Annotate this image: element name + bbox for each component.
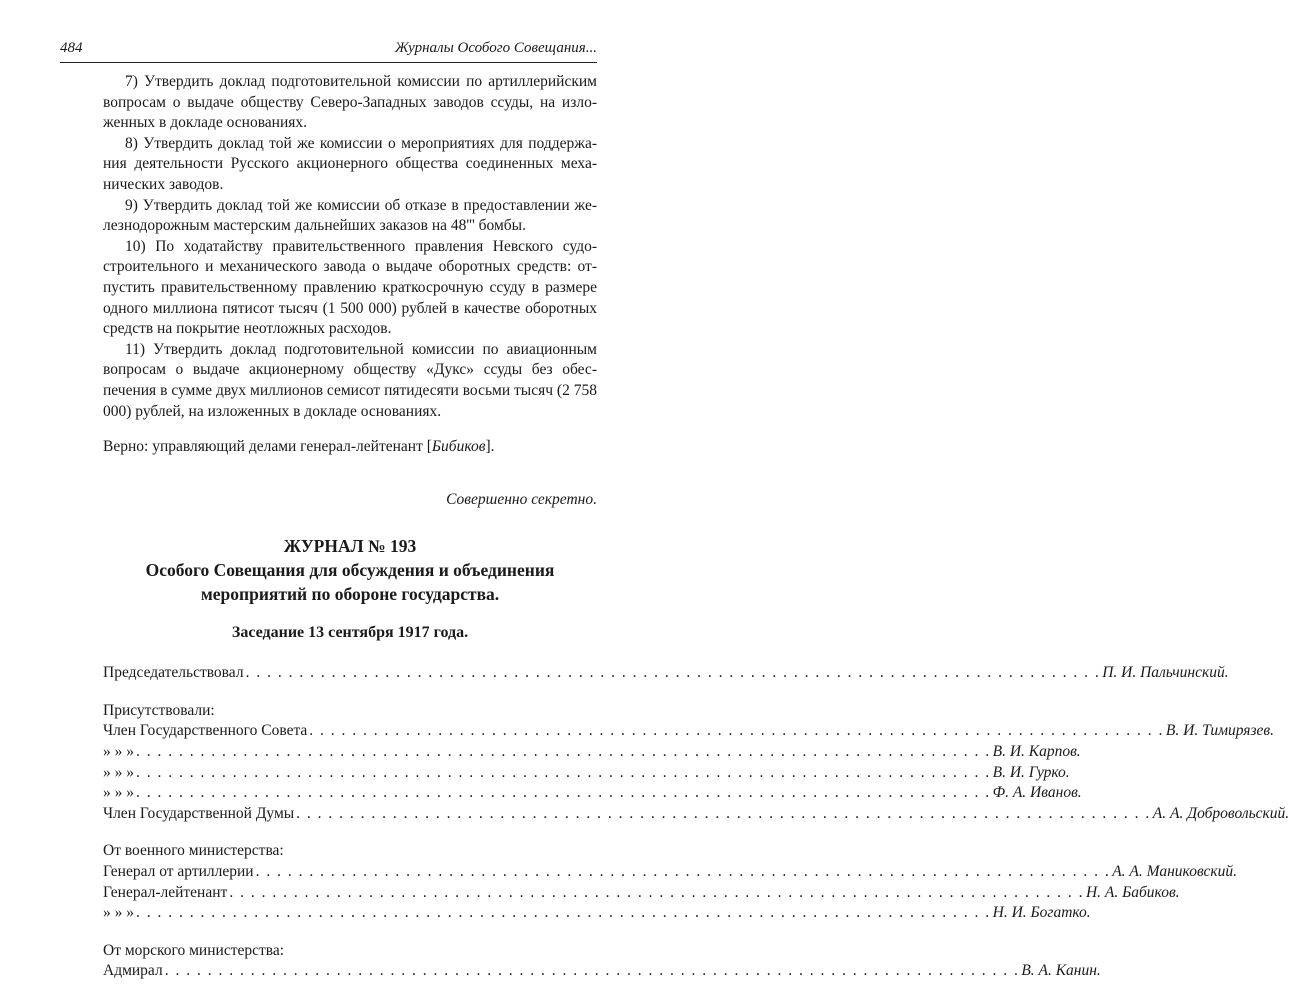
attendee-row bbox=[103, 742, 1081, 763]
attendee-title: Член Государственной Думы bbox=[103, 804, 295, 822]
paragraph-7: 7) Утвердить доклад подготовительной комиссии по артиллерийским вопросам о выдаче обществу Северо-Западных заводов ссуды, на изложенных в докладе основаниях. bbox=[103, 73, 597, 132]
attestation-close: ]. bbox=[485, 438, 495, 456]
attendee-row bbox=[103, 663, 1229, 684]
attendee-name: Н. И. Богатко. bbox=[992, 904, 1091, 922]
war-ministry-heading: От военного министерства: bbox=[103, 842, 284, 860]
attendee-title: » » » bbox=[103, 904, 134, 922]
attendee-row bbox=[103, 804, 1289, 825]
dot-leader: . . . . . . . . . . . . . . . . . . . . . . . . . . . . . . . . . . . . . . . . . . . . . . . . . . . . . . . . . . . . . . . . . . . . . . . . . . . . . . . . bbox=[164, 962, 1020, 980]
chair-label: Председательствовал bbox=[103, 664, 244, 682]
navy-ministry-heading: От морского министерства: bbox=[103, 941, 285, 959]
dot-leader: . . . . . . . . . . . . . . . . . . . . . . . . . . . . . . . . . . . . . . . . . . . . . . . . . . . . . . . . . . . . . . . . . . . . . . . . . . . . . . . . bbox=[296, 804, 1151, 822]
paragraph-9: 9) Утвердить доклад той же комиссии об отказе в предоставлении железнодорожным мастерским дальнейших заказов на 48''' бомбы. bbox=[103, 196, 597, 235]
attendee-row bbox=[103, 961, 1101, 982]
attestation-name: Бибиков bbox=[431, 438, 486, 456]
dot-leader: . . . . . . . . . . . . . . . . . . . . . . . . . . . . . . . . . . . . . . . . . . . . . . . . . . . . . . . . . . . . . . . . . . . . . . . . . . . . . . . . bbox=[136, 763, 991, 781]
present-section bbox=[103, 701, 1289, 825]
attendee-row bbox=[103, 883, 1180, 904]
attendee-name: В. И. Тимирязев. bbox=[1165, 722, 1275, 740]
attendee-name: Н. А. Бабиков. bbox=[1085, 883, 1180, 901]
attendee-name: Ф. А. Иванов. bbox=[992, 784, 1082, 802]
navy-ministry-list bbox=[103, 961, 1101, 982]
dot-leader: . . . . . . . . . . . . . . . . . . . . . . . . . . . . . . . . . . . . . . . . . . . . . . . . . . . . . . . . . . . . . . . . . . . . . . . . . . . . . . . . bbox=[229, 883, 1084, 901]
journal-subtitle-line-1: Особого Совещания для обсуждения и объединения bbox=[145, 560, 555, 581]
session-date: Заседание 13 сентября 1917 года. bbox=[231, 624, 469, 642]
attestation-text: Верно: управляющий делами генерал-лейтенант [ bbox=[103, 438, 432, 456]
paragraph-11: 11) Утвердить доклад подготовительной комиссии по авиационным вопросам о выдаче акционерному обществу «Дукс» ссуды без обеспечения в сумме двух миллионов семисот пятидесяти восьми тысяч (2 758 000) рублей, на изложенных в докладе основаниях. bbox=[103, 340, 597, 420]
attendee-title: » » » bbox=[103, 763, 134, 781]
attendee-name: А. А. Добровольский. bbox=[1152, 804, 1289, 822]
attendee-name: А. А. Маниковский. bbox=[1112, 863, 1237, 881]
attendee-name: В. И. Карпов. bbox=[992, 743, 1081, 761]
journal-title: ЖУРНАЛ № 193 bbox=[283, 536, 417, 557]
attendee-title: Генерал от артиллерии bbox=[103, 863, 254, 881]
chair-name: П. И. Пальчинский. bbox=[1102, 664, 1229, 682]
attendee-row bbox=[103, 721, 1275, 742]
chair-section bbox=[103, 663, 1229, 684]
attendee-row bbox=[103, 903, 1091, 924]
war-ministry-list bbox=[103, 862, 1237, 924]
attendee-title: » » » bbox=[103, 743, 134, 761]
page-body bbox=[103, 72, 1289, 982]
classification-mark: Совершенно секретно. bbox=[446, 490, 597, 508]
dot-leader: . . . . . . . . . . . . . . . . . . . . . . . . . . . . . . . . . . . . . . . . . . . . . . . . . . . . . . . . . . . . . . . . . . . . . . . . . . . . . . . . bbox=[136, 743, 991, 761]
present-heading: Присутствовали: bbox=[103, 701, 215, 719]
present-list bbox=[103, 721, 1289, 824]
journal-subtitle-line-2: мероприятий по обороне государства. bbox=[200, 584, 500, 605]
running-title: Журналы Особого Совещания... bbox=[394, 40, 597, 56]
paragraph-8: 8) Утвердить доклад той же комиссии о мероприятиях для поддержания деятельности Русского акционерного общества соединенных механических заводов. bbox=[103, 134, 597, 193]
attendee-row bbox=[103, 862, 1237, 883]
attendee-title: Адмирал bbox=[103, 962, 163, 980]
dot-leader: . . . . . . . . . . . . . . . . . . . . . . . . . . . . . . . . . . . . . . . . . . . . . . . . . . . . . . . . . . . . . . . . . . . . . . . . . . . . . . . . bbox=[136, 784, 991, 802]
attendee-title: » » » bbox=[103, 784, 134, 802]
attestation-line bbox=[103, 437, 597, 458]
dot-leader: . . . . . . . . . . . . . . . . . . . . . . . . . . . . . . . . . . . . . . . . . . . . . . . . . . . . . . . . . . . . . . . . . . . . . . . . . . . . . . . . bbox=[136, 904, 991, 922]
attendee-row bbox=[103, 763, 1070, 784]
page-number: 484 bbox=[60, 40, 83, 56]
attendee-name: В. И. Гурко. bbox=[992, 763, 1070, 781]
navy-ministry-section bbox=[103, 941, 1101, 982]
paragraph-10: 10) По ходатайству правительственного правления Невского судостроительного и механического завода о выдаче оборотных средств: отпустить правительственному правлению краткосрочную ссуду в размере одного миллиона пятисот тысяч (1 500 000) рублей в качестве оборотных средств на покрытие неотложных расходов. bbox=[103, 237, 597, 338]
dot-leader: . . . . . . . . . . . . . . . . . . . . . . . . . . . . . . . . . . . . . . . . . . . . . . . . . . . . . . . . . . . . . . . . . . . . . . . . . . . . . . . . bbox=[245, 664, 1101, 682]
attendee-title: Генерал-лейтенант bbox=[103, 883, 228, 901]
dot-leader: . . . . . . . . . . . . . . . . . . . . . . . . . . . . . . . . . . . . . . . . . . . . . . . . . . . . . . . . . . . . . . . . . . . . . . . . . . . . . . . . bbox=[309, 722, 1164, 740]
header-rule bbox=[60, 62, 597, 63]
attendee-row bbox=[103, 783, 1082, 804]
attendee-name: В. А. Канин. bbox=[1021, 962, 1101, 980]
dot-leader: . . . . . . . . . . . . . . . . . . . . . . . . . . . . . . . . . . . . . . . . . . . . . . . . . . . . . . . . . . . . . . . . . . . . . . . . . . . . . . . . bbox=[255, 863, 1111, 881]
attendee-title: Член Государственного Совета bbox=[103, 722, 308, 740]
war-ministry-section bbox=[103, 841, 1237, 923]
